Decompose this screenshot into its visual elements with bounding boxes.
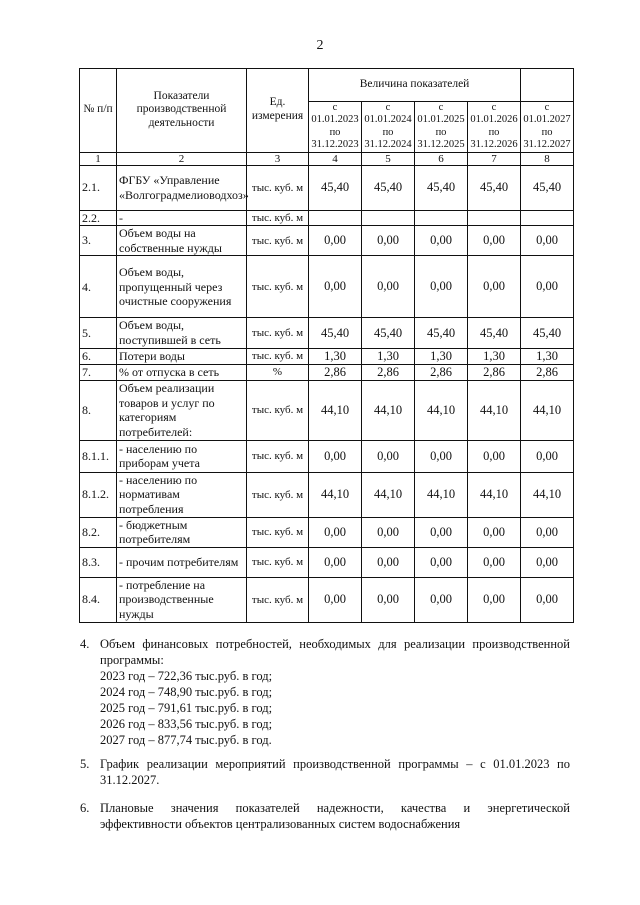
table-row bbox=[80, 318, 574, 348]
column-number: 3 bbox=[247, 152, 309, 165]
column-number: 1 bbox=[80, 152, 117, 165]
table-row bbox=[80, 256, 574, 318]
column-number-row bbox=[80, 152, 574, 165]
section-4-year-line: 2026 год – 833,56 тыс.руб. в год; bbox=[100, 717, 273, 731]
row-indicator: Объем воды на собственные нужды bbox=[117, 226, 247, 256]
row-value: 44,10 bbox=[362, 472, 415, 517]
row-value: 44,10 bbox=[415, 472, 468, 517]
header-unit: Ед. измерения bbox=[247, 69, 309, 153]
row-number: 5. bbox=[80, 318, 117, 348]
column-number: 7 bbox=[468, 152, 521, 165]
row-value: 45,40 bbox=[415, 165, 468, 210]
header-row bbox=[80, 69, 574, 102]
section-4-number: 4. bbox=[80, 637, 90, 651]
row-value: 0,00 bbox=[521, 440, 574, 472]
row-value: 0,00 bbox=[362, 226, 415, 256]
row-value: 2,86 bbox=[309, 364, 362, 380]
row-indicator: Потери воды bbox=[117, 348, 247, 364]
row-number: 8.2. bbox=[80, 517, 117, 547]
row-value: 0,00 bbox=[309, 547, 362, 577]
table-row bbox=[80, 348, 574, 364]
section-5-number: 5. bbox=[80, 757, 90, 771]
column-number: 8 bbox=[521, 152, 574, 165]
section-4-year-line: 2023 год – 722,36 тыс.руб. в год; bbox=[100, 669, 273, 683]
row-value: 0,00 bbox=[309, 256, 362, 318]
row-unit: % bbox=[247, 364, 309, 380]
row-value: 0,00 bbox=[415, 547, 468, 577]
row-unit: тыс. куб. м bbox=[247, 380, 309, 440]
row-value: 0,00 bbox=[415, 577, 468, 622]
section-4-year-line: 2024 год – 748,90 тыс.руб. в год; bbox=[100, 685, 273, 699]
row-number: 8.3. bbox=[80, 547, 117, 577]
row-value: 44,10 bbox=[415, 380, 468, 440]
period-2024: с 01.01.2024 по 31.12.2024 bbox=[362, 102, 415, 153]
row-value: 44,10 bbox=[468, 472, 521, 517]
row-value: 0,00 bbox=[309, 440, 362, 472]
row-value: 0,00 bbox=[415, 517, 468, 547]
row-value: 0,00 bbox=[362, 547, 415, 577]
row-value: 44,10 bbox=[362, 380, 415, 440]
row-value bbox=[468, 210, 521, 226]
row-value: 45,40 bbox=[468, 165, 521, 210]
row-value bbox=[362, 210, 415, 226]
row-value: 1,30 bbox=[521, 348, 574, 364]
section-4-text: Объем финансовых потребностей, необходимых для реализации производственной программы: bbox=[100, 637, 570, 667]
row-value: 0,00 bbox=[521, 226, 574, 256]
row-number: 8.1.1. bbox=[80, 440, 117, 472]
row-value: 44,10 bbox=[468, 380, 521, 440]
column-number: 6 bbox=[415, 152, 468, 165]
table-row bbox=[80, 380, 574, 440]
row-indicator: - населению по нормативам потребления bbox=[117, 472, 247, 517]
row-value: 45,40 bbox=[521, 165, 574, 210]
row-value: 1,30 bbox=[415, 348, 468, 364]
row-value: 2,86 bbox=[362, 364, 415, 380]
row-value bbox=[415, 210, 468, 226]
row-value: 0,00 bbox=[521, 577, 574, 622]
row-value: 2,86 bbox=[415, 364, 468, 380]
section-4-year-line: 2025 год – 791,61 тыс.руб. в год; bbox=[100, 701, 273, 715]
period-2027: с 01.01.2027 по 31.12.2027 bbox=[521, 102, 574, 153]
row-number: 8.1.2. bbox=[80, 472, 117, 517]
row-value: 0,00 bbox=[309, 226, 362, 256]
header-empty-cell bbox=[521, 69, 574, 102]
row-value: 0,00 bbox=[362, 577, 415, 622]
row-value: 2,86 bbox=[521, 364, 574, 380]
row-value: 1,30 bbox=[362, 348, 415, 364]
column-number: 4 bbox=[309, 152, 362, 165]
row-value: 0,00 bbox=[468, 440, 521, 472]
row-unit: тыс. куб. м bbox=[247, 547, 309, 577]
row-value: 0,00 bbox=[468, 226, 521, 256]
row-value: 45,40 bbox=[309, 165, 362, 210]
row-value: 0,00 bbox=[415, 256, 468, 318]
row-unit: тыс. куб. м bbox=[247, 318, 309, 348]
row-value: 44,10 bbox=[521, 380, 574, 440]
row-unit: тыс. куб. м bbox=[247, 517, 309, 547]
section-4-year-line: 2027 год – 877,74 тыс.руб. в год. bbox=[100, 733, 272, 747]
row-value: 0,00 bbox=[521, 256, 574, 318]
row-number: 4. bbox=[80, 256, 117, 318]
row-value: 45,40 bbox=[362, 318, 415, 348]
row-value: 44,10 bbox=[309, 380, 362, 440]
header-num: № п/п bbox=[80, 69, 117, 153]
column-number: 5 bbox=[362, 152, 415, 165]
row-indicator: - потребление на производственные нужды bbox=[117, 577, 247, 622]
table-row bbox=[80, 577, 574, 622]
row-value: 0,00 bbox=[521, 547, 574, 577]
row-unit: тыс. куб. м bbox=[247, 226, 309, 256]
row-unit: тыс. куб. м bbox=[247, 577, 309, 622]
row-value: 0,00 bbox=[415, 226, 468, 256]
column-number: 2 bbox=[117, 152, 247, 165]
row-value bbox=[521, 210, 574, 226]
row-value: 0,00 bbox=[521, 517, 574, 547]
row-value: 0,00 bbox=[309, 517, 362, 547]
row-unit: тыс. куб. м bbox=[247, 256, 309, 318]
row-number: 2.2. bbox=[80, 210, 117, 226]
row-value: 0,00 bbox=[309, 577, 362, 622]
header-value-group: Величина показателей bbox=[309, 69, 521, 102]
table-row bbox=[80, 472, 574, 517]
table-row bbox=[80, 547, 574, 577]
row-indicator: Объем воды, поступившей в сеть bbox=[117, 318, 247, 348]
row-number: 8.4. bbox=[80, 577, 117, 622]
row-number: 3. bbox=[80, 226, 117, 256]
row-unit: тыс. куб. м bbox=[247, 210, 309, 226]
row-value: 45,40 bbox=[468, 318, 521, 348]
row-value: 45,40 bbox=[415, 318, 468, 348]
row-value: 0,00 bbox=[468, 577, 521, 622]
header-indicator: Показатели производственной деятельности bbox=[117, 69, 247, 153]
row-unit: тыс. куб. м bbox=[247, 165, 309, 210]
section-6-number: 6. bbox=[80, 801, 90, 815]
row-unit: тыс. куб. м bbox=[247, 348, 309, 364]
row-value: 44,10 bbox=[521, 472, 574, 517]
table-row bbox=[80, 165, 574, 210]
row-value: 0,00 bbox=[362, 256, 415, 318]
row-value: 0,00 bbox=[415, 440, 468, 472]
table-row bbox=[80, 440, 574, 472]
row-value: 45,40 bbox=[362, 165, 415, 210]
section-6-text: Плановые значения показателей надежности, качества и энергетической эффективности объектов централизованных систем водоснабжения bbox=[100, 801, 570, 831]
row-value: 1,30 bbox=[309, 348, 362, 364]
table-body bbox=[80, 165, 574, 622]
section-5 bbox=[80, 756, 570, 788]
row-number: 7. bbox=[80, 364, 117, 380]
row-indicator: % от отпуска в сеть bbox=[117, 364, 247, 380]
section-5-text: График реализации мероприятий производственной программы – с 01.01.2023 по 31.12.2027. bbox=[100, 757, 570, 787]
row-unit: тыс. куб. м bbox=[247, 440, 309, 472]
row-number: 2.1. bbox=[80, 165, 117, 210]
row-indicator: Объем реализации товаров и услуг по категориям потребителей: bbox=[117, 380, 247, 440]
row-indicator: - бюджетным потребителям bbox=[117, 517, 247, 547]
row-value: 44,10 bbox=[309, 472, 362, 517]
table-row bbox=[80, 364, 574, 380]
row-value: 1,30 bbox=[468, 348, 521, 364]
row-number: 6. bbox=[80, 348, 117, 364]
table-row bbox=[80, 210, 574, 226]
row-indicator: - прочим потребителям bbox=[117, 547, 247, 577]
row-indicator: Объем воды, пропущенный через очистные сооружения bbox=[117, 256, 247, 318]
row-value: 0,00 bbox=[362, 440, 415, 472]
period-2026: с 01.01.2026 по 31.12.2026 bbox=[468, 102, 521, 153]
production-indicators-table bbox=[79, 68, 574, 623]
period-2025: с 01.01.2025 по 31.12.2025 bbox=[415, 102, 468, 153]
row-indicator: ФГБУ «Управление «Волгоградмелиоводхоз» bbox=[117, 165, 247, 210]
section-6 bbox=[80, 800, 570, 832]
row-value bbox=[309, 210, 362, 226]
row-value: 0,00 bbox=[362, 517, 415, 547]
row-unit: тыс. куб. м bbox=[247, 472, 309, 517]
row-value: 0,00 bbox=[468, 517, 521, 547]
row-indicator: - населению по приборам учета bbox=[117, 440, 247, 472]
table-row bbox=[80, 517, 574, 547]
row-number: 8. bbox=[80, 380, 117, 440]
page-number: 2 bbox=[316, 38, 324, 53]
row-value: 0,00 bbox=[468, 256, 521, 318]
period-2023: с 01.01.2023 по 31.12.2023 bbox=[309, 102, 362, 153]
row-indicator: - bbox=[117, 210, 247, 226]
row-value: 0,00 bbox=[468, 547, 521, 577]
row-value: 45,40 bbox=[309, 318, 362, 348]
section-4 bbox=[80, 636, 570, 748]
table-row bbox=[80, 226, 574, 256]
row-value: 2,86 bbox=[468, 364, 521, 380]
row-value: 45,40 bbox=[521, 318, 574, 348]
